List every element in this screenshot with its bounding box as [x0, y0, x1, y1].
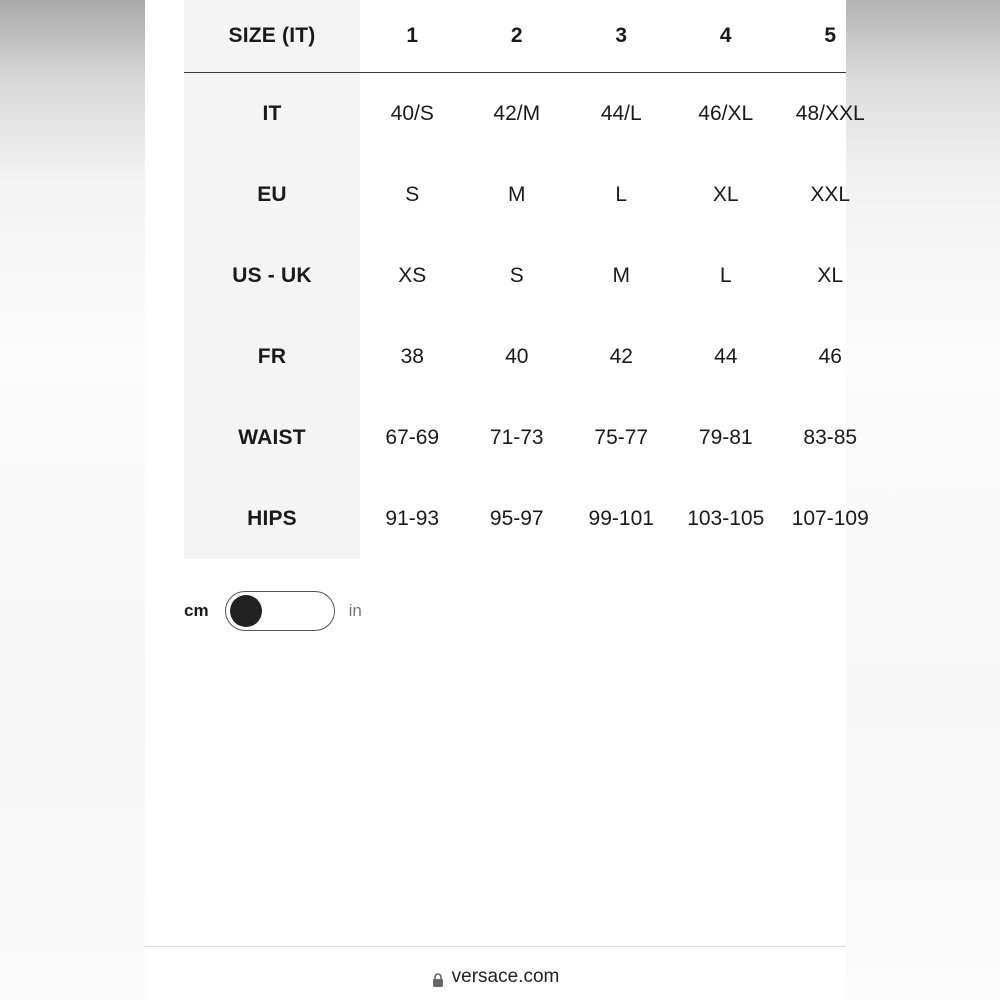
unit-switch[interactable]	[225, 591, 335, 631]
table-cell: 46	[818, 344, 842, 368]
unit-in-label[interactable]: in	[348, 601, 362, 620]
table-cell: 44	[714, 344, 738, 368]
table-cell: L	[615, 182, 628, 206]
table-cell: 99-101	[588, 506, 654, 530]
table-cell: S	[509, 263, 524, 287]
footer-divider	[145, 946, 846, 947]
switch-knob[interactable]	[230, 595, 262, 627]
header-size-3: 3	[615, 24, 628, 47]
table-cell: 79-81	[698, 425, 753, 449]
table-cell: XS	[398, 263, 427, 287]
table-cell: M	[612, 263, 630, 287]
header-size-5: 5	[824, 24, 837, 47]
table-cell: L	[719, 263, 732, 287]
row-label: US - UK	[184, 235, 360, 316]
table-cell: 91-93	[385, 506, 440, 530]
table-cell: 71-73	[489, 425, 544, 449]
table-cell: 83-85	[803, 425, 858, 449]
table-cell: 42/M	[493, 101, 541, 125]
table-cell: 44/L	[600, 101, 642, 125]
row-label: HIPS	[184, 478, 360, 559]
size-guide-page	[145, 0, 869, 1000]
table-row-fr	[184, 316, 846, 397]
table-cell: 42	[609, 344, 633, 368]
table-cell: XL	[712, 182, 739, 206]
table-row-hips	[184, 478, 869, 559]
header-label: SIZE (IT)	[184, 0, 360, 72]
table-cell: 40/S	[390, 101, 434, 125]
header-size-1: 1	[406, 24, 419, 47]
table-row-it	[184, 73, 865, 154]
table-cell: 38	[400, 344, 424, 368]
table-row-eu	[184, 154, 851, 235]
row-label: FR	[184, 316, 360, 397]
url-text[interactable]: versace.com	[451, 966, 560, 987]
address-bar[interactable]	[145, 966, 846, 988]
table-cell: XXL	[810, 182, 851, 206]
table-cell: M	[508, 182, 526, 206]
header-size-4: 4	[719, 24, 732, 47]
size-table	[184, 0, 869, 559]
table-cell: S	[405, 182, 420, 206]
table-cell: 67-69	[385, 425, 440, 449]
table-cell: 95-97	[489, 506, 544, 530]
row-label: WAIST	[184, 397, 360, 478]
table-cell: 75-77	[594, 425, 649, 449]
row-label: IT	[184, 73, 360, 154]
table-cell: 107-109	[791, 506, 869, 530]
table-row-us-uk	[184, 235, 846, 316]
table-cell: 48/XXL	[795, 101, 865, 125]
lock-icon	[432, 971, 444, 985]
row-label: EU	[184, 154, 360, 235]
unit-cm-label[interactable]: cm	[184, 601, 209, 620]
background-right	[846, 0, 1000, 1000]
header-size-2: 2	[510, 24, 523, 47]
background-left	[0, 0, 145, 1000]
unit-toggle	[184, 589, 362, 633]
table-cell: XL	[817, 263, 844, 287]
table-cell: 40	[505, 344, 529, 368]
table-row-waist	[184, 397, 858, 478]
table-cell: 103-105	[687, 506, 765, 530]
table-header-row	[184, 0, 846, 73]
table-cell: 46/XL	[698, 101, 754, 125]
